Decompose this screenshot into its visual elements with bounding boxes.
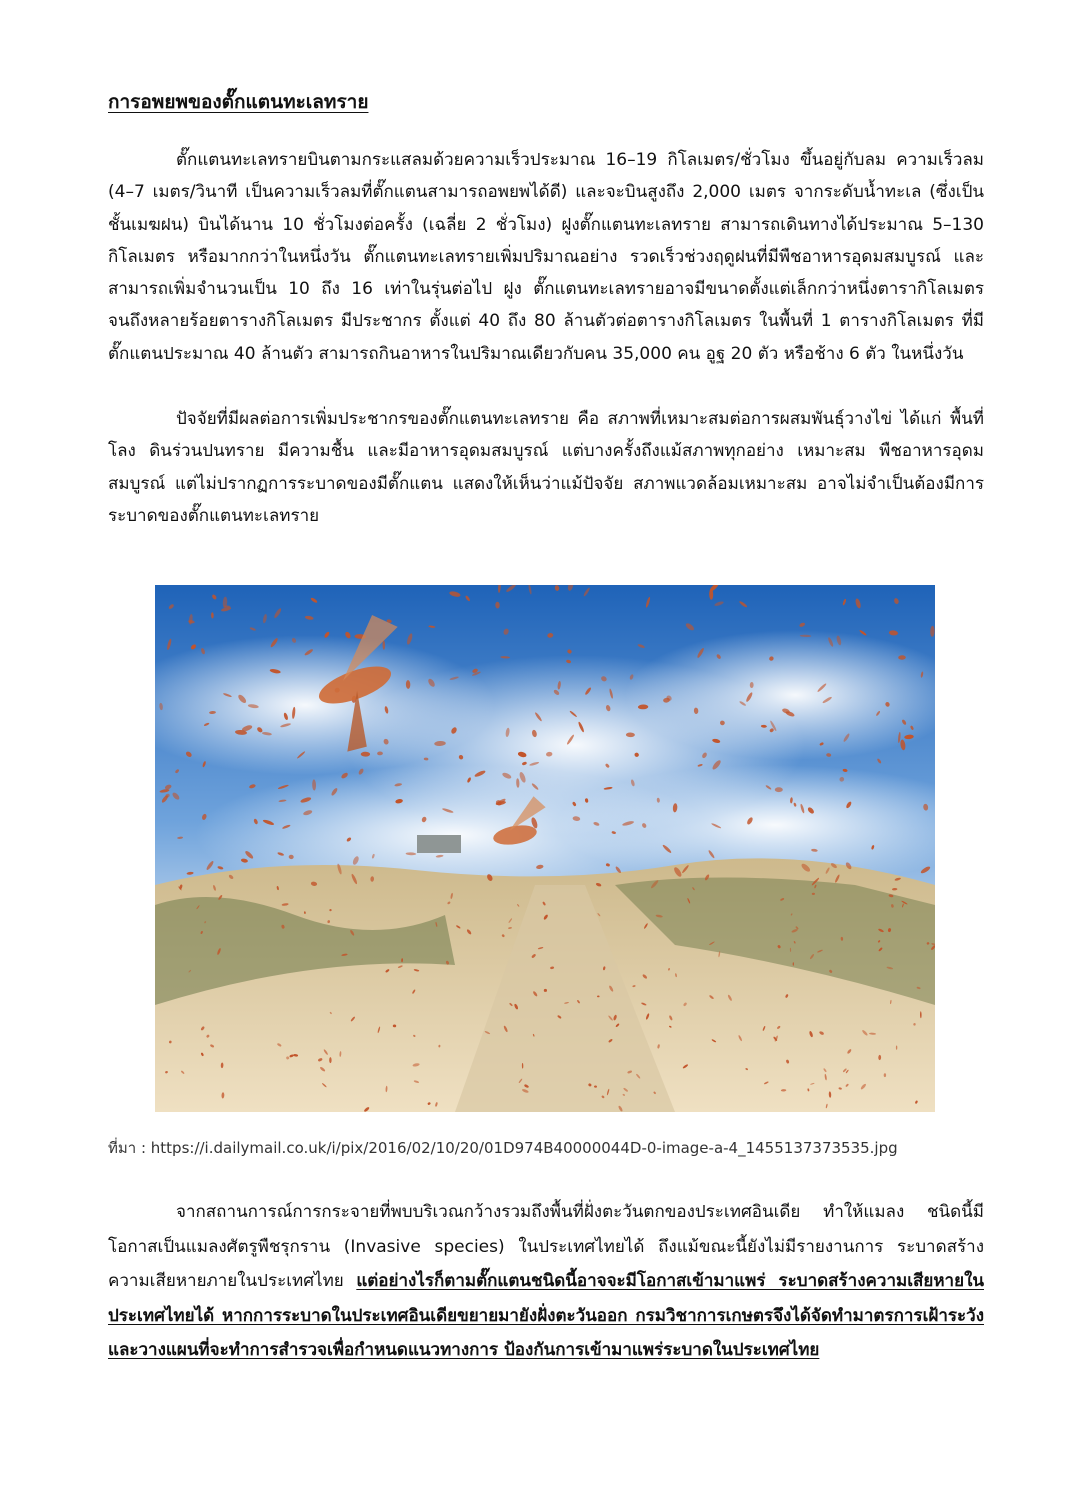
image-source-caption: ที่มา : https://i.dailymail.co.uk/i/pix/2016/02/10/20/01D974B40000044D-0-image-a-4_1455137373535.jpg: [108, 1139, 898, 1157]
paragraph-migration: ตั๊กแตนทะเลทรายบินตามกระแสลมด้วยความเร็วประมาณ 16–19 กิโลเมตร/ชั่วโมง ขึ้นอยู่กับลม ความเร็วลม (4–7 เมตร/วินาที เป็นความเร็วลมที่ตั๊กแตนสามารถอพยพได้ดี) และจะบินสูงถึง 2,000 เมตร จากระดับน้ำทะเล (ซึ่งเป็นชั้นเมฆฝน) บินได้นาน 10 ชั่วโมงต่อครั้ง (เฉลี่ย 2 ชั่วโมง) ฝูงตั๊กแตนทะเลทราย สามารถเดินทางได้ประมาณ 5–130 กิโลเมตร หรือมากกว่าในหนึ่งวัน ตั๊กแตนทะเลทรายเพิ่มปริมาณอย่าง รวดเร็วช่วงฤดูฝนที่มีพืชอาหารอุดมสมบูรณ์ และสามารถเพิ่มจำนวนเป็น 10 ถึง 16 เท่าในรุ่นต่อไป ฝูง ตั๊กแตนทะเลทรายอาจมีขนาดตั้งแต่เล็กกว่าหนึ่งตารากิโลเมตรจนถึงหลายร้อยตารางกิโลเมตร มีประชากร ตั้งแต่ 40 ถึง 80 ล้านตัวต่อตารางกิโลเมตร ในพื้นที่ 1 ตารางกิโลเมตร ที่มีตั๊กแตนประมาณ 40 ล้านตัว สามารถกินอาหารในปริมาณเดียวกับคน 35,000 คน อูฐ 20 ตัว หรือช้าง 6 ตัว ในหนึ่งวัน: [108, 150, 984, 364]
paragraph-invasive-risk-emphasis: แต่อย่างไรก็ตามตั๊กแตนชนิดนี้อาจจะมีโอกาสเข้ามาแพร่ ระบาดสร้างความเสียหายในประเทศไทยได้ หากการระบาดในประเทศอินเดียขยายมายังฝั่งตะวันออก กรมวิชาการเกษตรจึงได้จัดทำมาตรการเฝ้าระวังและวางแผนที่จะทำการสำรวจเพื่อกำหนดแนวทางการ ป้องกันการเข้ามาแพร่ระบาดในประเทศไทย: [108, 1271, 984, 1360]
paragraph-invasive-risk: [108, 1195, 984, 1368]
paragraph-invasive-risk-text: จากสถานการณ์การกระจายที่พบบริเวณกว้างรวมถึงพื้นที่ฝั่งตะวันตกของประเทศอินเดีย ทำให้แมลง ชนิดนี้มีโอกาสเป็นแมลงศัตรูพืชรุกราน (Invasive species) ในประเทศไทยได้ ถึงแม้ขณะนี้ยังไม่มีรายงานการ ระบาดสร้างความเสียหายภายในประเทศไทย: [108, 1202, 984, 1291]
paragraph-population-factors: ปัจจัยที่มีผลต่อการเพิ่มประชากรของตั๊กแตนทะเลทราย คือ สภาพที่เหมาะสมต่อการผสมพันธุ์วางไข่ ได้แก่ พื้นที่โลง ดินร่วนปนทราย มีความชื้น และมีอาหารอุดมสมบูรณ์ แต่บางครั้งถึงแม้สภาพทุกอย่าง เหมาะสม พืชอาหารอุดมสมบูรณ์ แต่ไม่ปรากฏการระบาดของมีตั๊กแตน แสดงให้เห็นว่าแม้ปัจจัย สภาพแวดล้อมเหมาะสม อาจไม่จำเป็นต้องมีการระบาดของตั๊กแตนทะเลทราย: [108, 409, 984, 526]
section-heading: การอพยพของตั๊กแตนทะเลทราย: [108, 91, 369, 113]
locust-swarm-photo: [155, 585, 935, 1112]
